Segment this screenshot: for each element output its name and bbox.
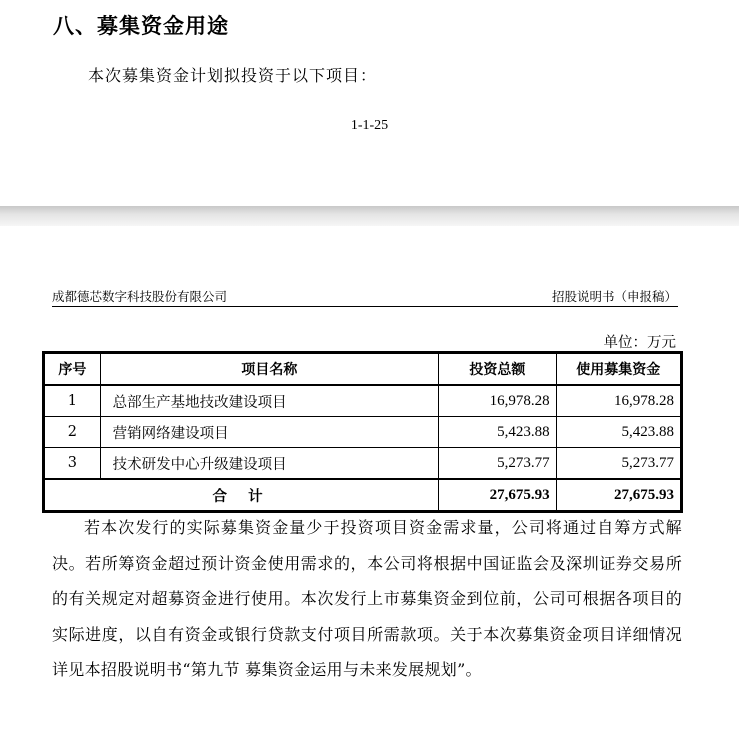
header-rule: [52, 306, 678, 307]
fund-use-table: [42, 351, 683, 513]
row-no: 3: [44, 448, 101, 480]
column-header-no: 序号: [44, 353, 101, 386]
column-header-total: 投资总额: [439, 353, 556, 386]
row-investment-total: 16,978.28: [439, 385, 556, 417]
row-no: 2: [44, 417, 101, 448]
unit-label: 单位：万元: [603, 335, 676, 351]
table-row: [44, 417, 682, 448]
table-row: [44, 385, 682, 417]
table-total-row: [44, 479, 682, 512]
column-header-name: 项目名称: [100, 353, 438, 386]
row-funds-used: 5,273.77: [556, 448, 681, 480]
row-funds-used: 16,978.28: [556, 385, 681, 417]
row-investment-total: 5,423.88: [439, 417, 556, 448]
header-doc-type: 招股说明书（申报稿）: [551, 289, 677, 304]
row-funds-used: 5,423.88: [556, 417, 681, 448]
page-break: [0, 206, 739, 226]
body-paragraph: 若本次发行的实际募集资金量少于投资项目资金需求量，公司将通过自筹方式解决。若所筹资金超过预计资金使用需求的，本公司将根据中国证监会及深圳证券交易所的有关规定对超募资金进行使用。本次发行上市募集资金到位前，公司可根据各项目的实际进度，以自有资金或银行贷款支付项目所需款项。关于本次募集资金项目详细情况详见本招股说明书“第九节 募集资金运用与未来发展规划”。: [52, 518, 682, 679]
row-no: 1: [44, 385, 101, 417]
row-project-name: 总部生产基地技改建设项目: [100, 385, 438, 417]
section-intro: 本次募集资金计划拟投资于以下项目：: [88, 66, 378, 85]
column-header-used: 使用募集资金: [556, 353, 681, 386]
row-project-name: 营销网络建设项目: [100, 417, 438, 448]
table-row: [44, 448, 682, 480]
total-label: 合 计: [44, 479, 439, 512]
row-project-name: 技术研发中心升级建设项目: [100, 448, 438, 480]
total-investment: 27,675.93: [439, 479, 556, 512]
total-funds-used: 27,675.93: [556, 479, 681, 512]
section-title: 八、募集资金用途: [53, 14, 229, 38]
table-header-row: [44, 353, 682, 386]
row-investment-total: 5,273.77: [439, 448, 556, 480]
page-number: 1-1-25: [350, 118, 389, 133]
header-company: 成都德芯数字科技股份有限公司: [52, 289, 228, 304]
